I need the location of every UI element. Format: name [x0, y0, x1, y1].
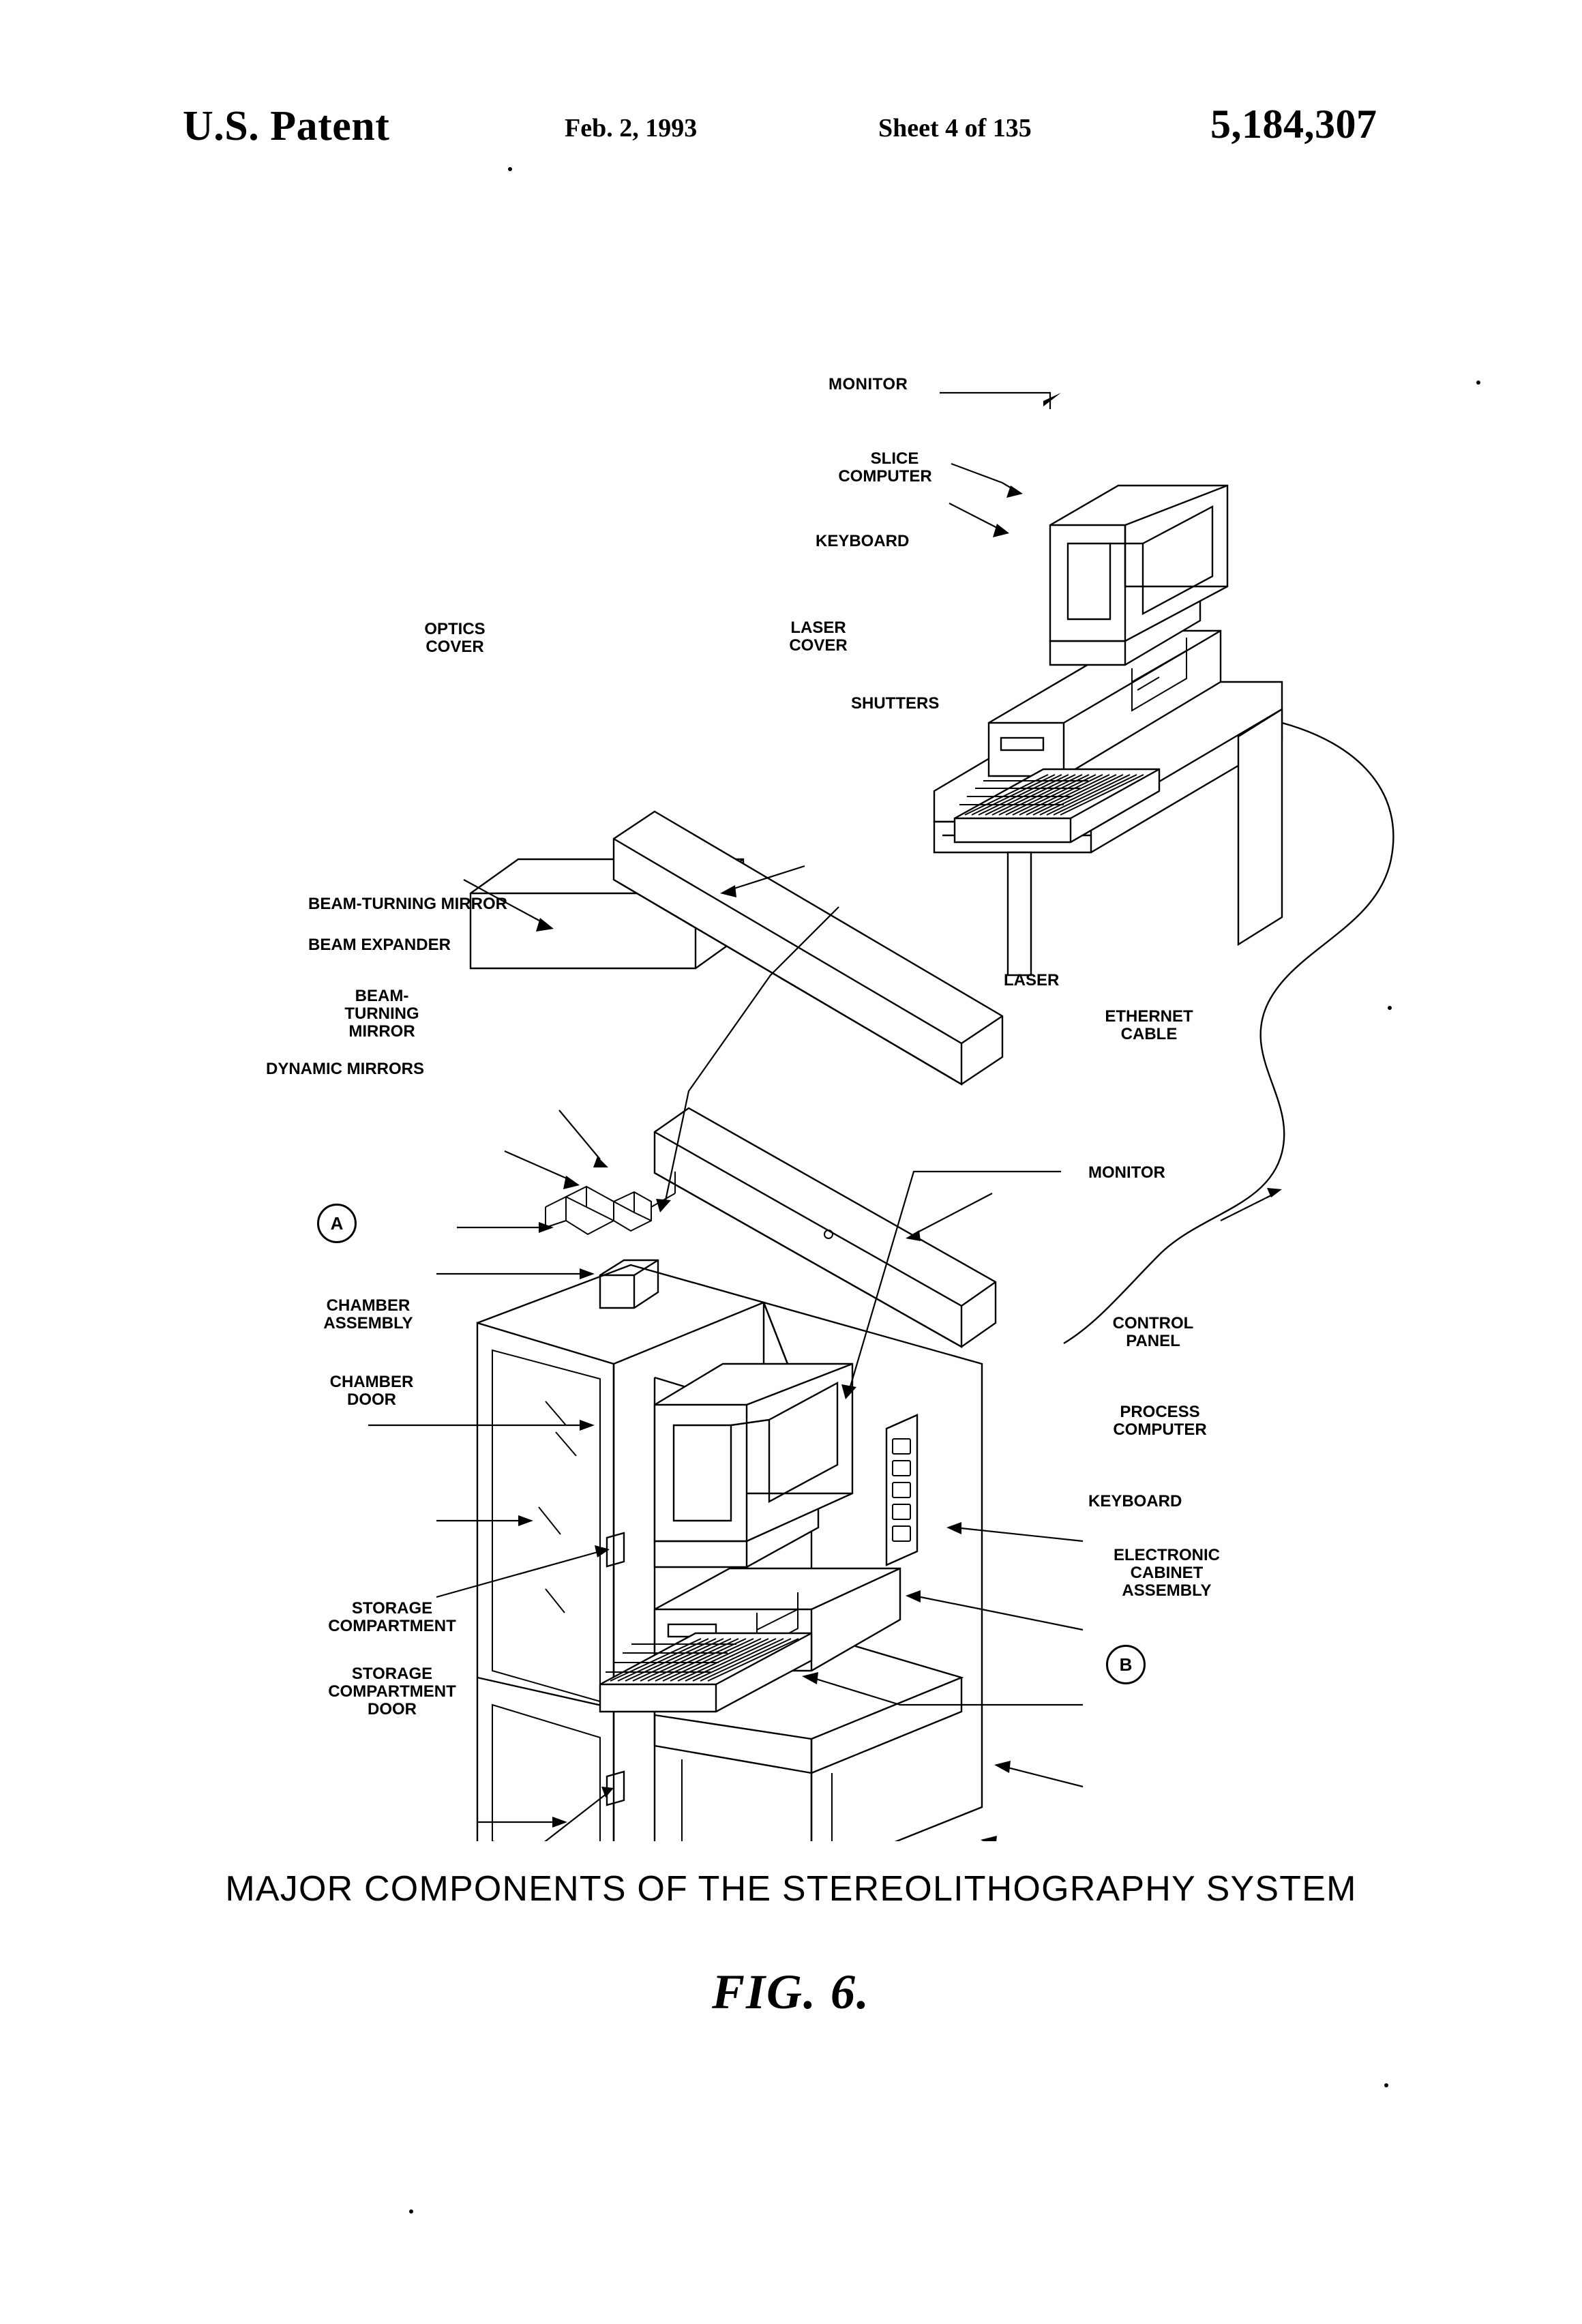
patent-number: 5,184,307 — [1210, 102, 1377, 147]
scan-speckle — [409, 2209, 413, 2214]
patent-header — [0, 102, 1582, 150]
label-beam-turning-mirror-lower-line3: MIRROR — [348, 1022, 415, 1041]
label-storage-compartment-door-line2: COMPARTMENT — [328, 1682, 456, 1701]
chamber-and-cabinet-assembly — [477, 1265, 982, 1841]
figure-caption: MAJOR COMPONENTS OF THE STEREOLITHOGRAPHY SYSTEM — [225, 1869, 1357, 1909]
label-optics-cover-line2: COVER — [426, 638, 484, 656]
callout-b: B — [1106, 1645, 1146, 1684]
label-storage-compartment-line2: COMPARTMENT — [328, 1617, 456, 1635]
scan-speckle — [1384, 2083, 1388, 2087]
label-storage-compartment-door-line3: DOOR — [368, 1700, 417, 1718]
label-dynamic-mirrors: DYNAMIC MIRRORS — [266, 1060, 424, 1078]
patent-date: Feb. 2, 1993 — [565, 114, 698, 143]
sheet-number: Sheet 4 of 135 — [878, 114, 1032, 143]
label-beam-turning-mirror-lower-line2: TURNING — [344, 1004, 419, 1023]
label-beam-turning-mirror-upper: BEAM-TURNING MIRROR — [308, 895, 507, 913]
label-chamber-door-line2: DOOR — [347, 1390, 396, 1409]
label-electronic-cabinet-line1: ELECTRONIC — [1114, 1546, 1220, 1564]
label-control-panel-line1: CONTROL — [1112, 1314, 1194, 1332]
optics-assembly — [546, 1172, 675, 1308]
label-laser-cover-line2: COVER — [789, 636, 848, 655]
label-laser: LASER — [1004, 971, 1060, 989]
scan-speckle — [1476, 381, 1480, 385]
scan-speckle — [1388, 1006, 1392, 1010]
label-storage-compartment-line1: STORAGE — [351, 1599, 433, 1618]
label-monitor-top: MONITOR — [829, 375, 908, 393]
figure-number: FIG. 6. — [711, 1965, 871, 2019]
slice-computer-workstation — [934, 486, 1282, 975]
label-monitor-bottom: MONITOR — [1088, 1163, 1165, 1182]
label-storage-compartment-door-line1: STORAGE — [351, 1665, 433, 1683]
label-laser-cover-line1: LASER — [790, 619, 846, 637]
label-ethernet-cable-line2: CABLE — [1120, 1025, 1178, 1043]
figure-drawing — [0, 205, 1582, 1841]
label-electronic-cabinet-line2: CABINET — [1130, 1564, 1204, 1582]
label-chamber-door-line1: CHAMBER — [329, 1373, 414, 1391]
label-slice-computer-line1: SLICE — [870, 449, 919, 468]
label-shutters: SHUTTERS — [851, 694, 940, 713]
patent-office-title: U.S. Patent — [183, 103, 390, 149]
label-keyboard-bottom: KEYBOARD — [1088, 1492, 1182, 1510]
label-process-computer-line1: PROCESS — [1120, 1403, 1200, 1421]
label-keyboard-top: KEYBOARD — [816, 532, 910, 550]
label-chamber-assembly-line1: CHAMBER — [326, 1296, 411, 1315]
label-control-panel-line2: PANEL — [1126, 1332, 1180, 1350]
label-slice-computer-line2: COMPUTER — [838, 467, 932, 486]
label-beam-expander: BEAM EXPANDER — [308, 936, 451, 954]
label-optics-cover-line1: OPTICS — [424, 620, 486, 638]
laser-shape — [655, 1108, 996, 1347]
label-electronic-cabinet-line3: ASSEMBLY — [1122, 1581, 1212, 1600]
label-process-computer-line2: COMPUTER — [1113, 1420, 1207, 1439]
scan-speckle — [508, 167, 512, 171]
label-ethernet-cable-line1: ETHERNET — [1105, 1007, 1193, 1026]
callout-a: A — [317, 1204, 357, 1243]
label-chamber-assembly-line2: ASSEMBLY — [323, 1314, 413, 1332]
label-beam-turning-mirror-lower-line1: BEAM- — [355, 987, 409, 1005]
